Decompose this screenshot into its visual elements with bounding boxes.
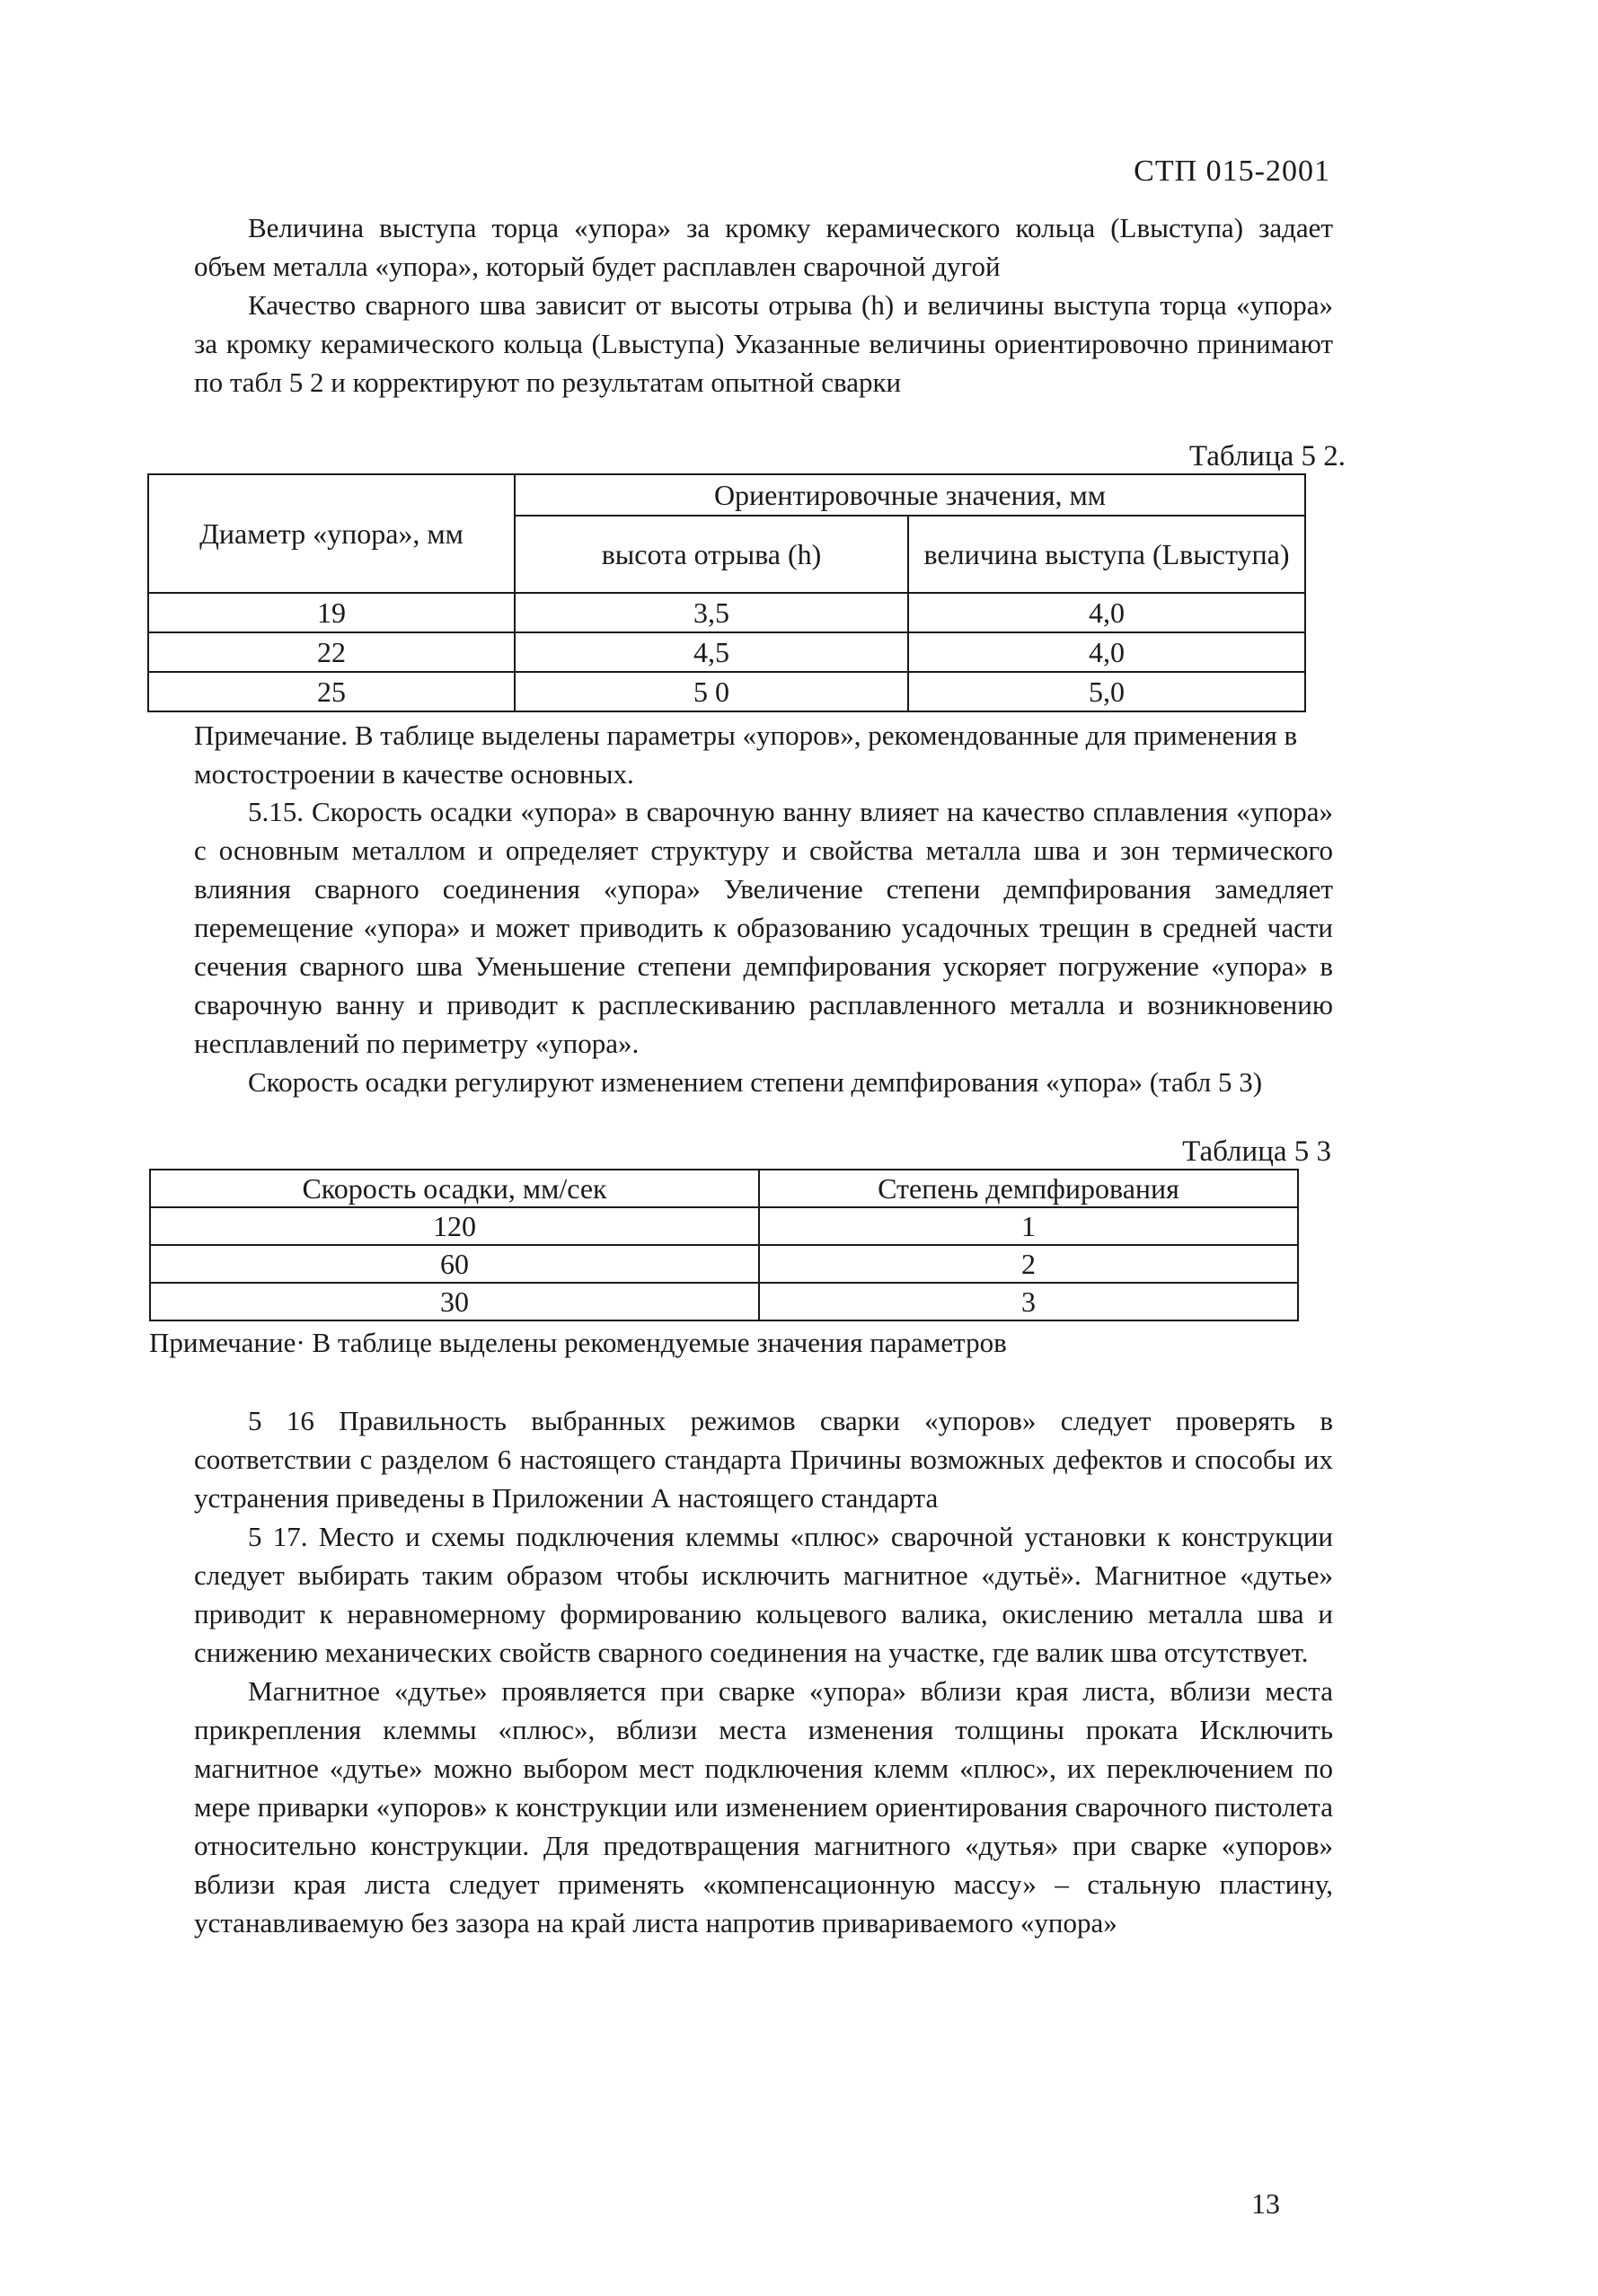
section-5-15 xyxy=(194,792,1333,1101)
table-row xyxy=(150,1283,1298,1320)
page-number: 13 xyxy=(1251,2187,1280,2220)
standard-code: СТП 015-2001 xyxy=(1134,155,1330,188)
cell-diameter: 22 xyxy=(148,632,515,672)
table-5-2-caption: Таблица 5 2. xyxy=(1188,440,1346,472)
paragraph-5-15: 5.15. Скорость осадки «упора» в сварочную ванну влияет на качество сплавления «упора» с основным металлом и определяет структуру и свойства металла шва и зон термического влияния сварного соединения «упора» Увеличение степени демпфирования замедляет перемещение «упора» и может приводить к образованию усадочных трещин в средней части сечения сварного шва Уменьшение степени демпфирования ускоряет погружение «упора» в сварочную ванну и приводит к расплескиванию расплавленного металла и возникновению несплавлений по периметру «упора». xyxy=(194,796,1333,1059)
table-header-protrusion: величина выступа (Lвыступа) xyxy=(908,516,1305,593)
cell-degree: 2 xyxy=(759,1245,1298,1283)
paragraph-weld-quality: Качество сварного шва зависит от высоты отрыва (h) и величины выступа торца «упора» за кромку керамического кольца (Lвыступа) Указанные величины ориентировочно принимают по табл 5 2 и корректируют по результатам опытной сварки xyxy=(194,289,1333,398)
table-header-group: Ориентировочные значения, мм xyxy=(515,474,1305,516)
table-row xyxy=(148,632,1305,672)
paragraph-protrusion: Величина выступа торца «упора» за кромку керамического кольца (Lвыступа) задает объем металла «упора», который будет расплавлен сварочной дугой xyxy=(194,212,1333,282)
table-header-height: высота отрыва (h) xyxy=(515,516,908,593)
cell-protrusion: 5,0 xyxy=(908,672,1305,711)
table-5-3-note: Примечание· В таблице выделены рекомендуемые значения параметров xyxy=(149,1327,1007,1358)
table-5-3 xyxy=(149,1169,1299,1321)
cell-diameter: 25 xyxy=(148,672,515,711)
cell-speed: 30 xyxy=(150,1283,759,1320)
table-row xyxy=(150,1245,1298,1283)
cell-height: 3,5 xyxy=(515,593,908,632)
table-row xyxy=(148,672,1305,711)
cell-speed: 60 xyxy=(150,1245,759,1283)
intro-section xyxy=(194,208,1333,402)
cell-diameter: 19 xyxy=(148,593,515,632)
table-5-3-caption: Таблица 5 3 xyxy=(1182,1135,1331,1168)
paragraph-settling-speed: Скорость осадки регулируют изменением степени демпфирования «упора» (табл 5 3) xyxy=(248,1066,1263,1098)
paragraph-5-17: 5 17. Место и схемы подключения клеммы «плюс» сварочной установки к конструкции следует выбирать таким образом чтобы исключить магнитное «дутьё». Магнитное «дутье» приводит к неравномерному формированию кольцевого валика, окислению металла шва и снижению механических свойств сварного соединения на участке, где валик шва отсутствует. xyxy=(194,1521,1333,1668)
cell-height: 5 0 xyxy=(515,672,908,711)
cell-degree: 1 xyxy=(759,1207,1298,1245)
table-row xyxy=(150,1207,1298,1245)
table-header-degree: Степень демпфирования xyxy=(759,1170,1298,1207)
table-5-2-section xyxy=(194,440,1346,793)
cell-degree: 3 xyxy=(759,1283,1298,1320)
table-row xyxy=(148,593,1305,632)
cell-height: 4,5 xyxy=(515,632,908,672)
cell-protrusion: 4,0 xyxy=(908,593,1305,632)
table-header-diameter: Диаметр «упора», мм xyxy=(148,474,515,593)
table-5-2 xyxy=(147,473,1306,712)
table-5-2-note: Примечание. В таблице выделены параметры «упоров», рекомендованные для применения в мостостроении в качестве основных. xyxy=(194,720,1298,790)
table-5-3-section xyxy=(149,1135,1331,1362)
section-5-16-5-17 xyxy=(194,1401,1333,1942)
cell-speed: 120 xyxy=(150,1207,759,1245)
table-header-speed: Скорость осадки, мм/сек xyxy=(150,1170,759,1207)
paragraph-magnetic-blow: Магнитное «дутье» проявляется при сварке «упора» вблизи края листа, вблизи места прикрепления клеммы «плюс», вблизи места изменения толщины проката Исключить магнитное «дутье» можно выбором мест подключения клемм «плюс», их переключением по мере приварки «упоров» к конструкции или изменением ориентирования сварочного пистолета относительно конструкции. Для предотвращения магнитного «дутья» при сварке «упоров» вблизи края листа следует применять «компенсационную массу» – стальную пластину, устанавливаемую без зазора на край листа напротив привариваемого «упора» xyxy=(194,1675,1333,1938)
cell-protrusion: 4,0 xyxy=(908,632,1305,672)
paragraph-5-16: 5 16 Правильность выбранных режимов сварки «упоров» следует проверять в соответствии с разделом 6 настоящего стандарта Причины возможных дефектов и способы их устранения приведены в Приложении А настоящего стандарта xyxy=(194,1405,1333,1514)
